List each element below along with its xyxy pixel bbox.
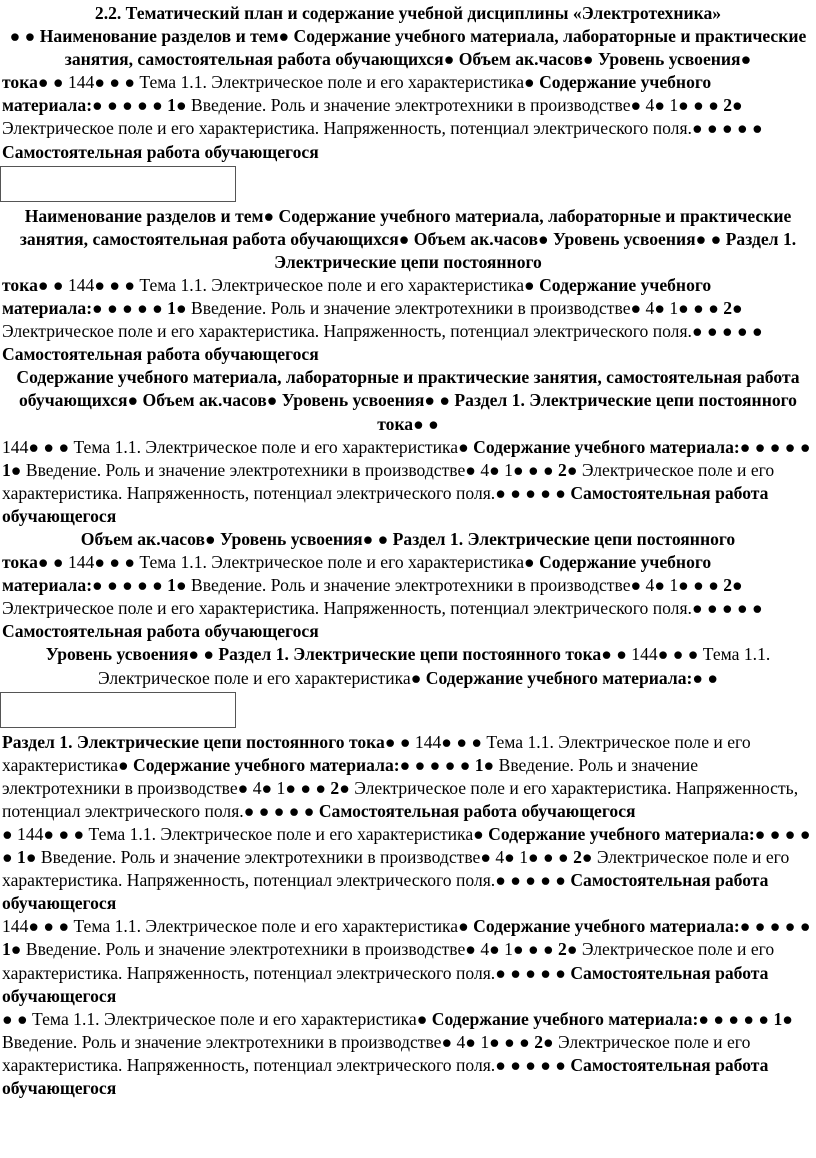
text-run: Электрическое поле и его характеристика. Напряженность, потенциал электрического поля.● ● ● ● ●	[2, 777, 799, 821]
text-run: ● 144● ● ● Тема 1.1. Электрическое поле и его характеристика●	[2, 824, 489, 844]
table-fragment	[0, 823, 816, 915]
text-run: Введение. Роль и значение электротехники в производстве● 4● 1● ● ●	[191, 575, 724, 596]
bold-run: 2●	[723, 95, 743, 116]
bold-run: Самостоятельная работа обучающегося	[2, 344, 319, 365]
bold-run: тока● ●	[2, 274, 68, 295]
table-header-row: Объем ак.часов● Уровень усвоения● ● Раздел 1. Электрические цепи постоянного	[80, 528, 736, 549]
text-run: 144● ● ● Тема 1.1. Электрическое поле и его характеристика●	[67, 552, 540, 573]
text-run: 144● ● ● Тема 1.1. Электрическое поле и его характеристика●	[67, 274, 540, 295]
bold-run: Содержание учебного материала:● ● ● ● ● 1●	[2, 274, 712, 319]
bold-run: Раздел 1. Электрические цепи постоянного тока● ●	[2, 731, 415, 752]
table-fragment	[0, 436, 816, 528]
bold-run: Самостоятельная работа обучающегося	[2, 962, 769, 1006]
bold-run: Самостоятельная работа обучающегося	[2, 621, 319, 642]
text-run: Электрическое поле и его характеристика. Напряженность, потенциал электрического поля.● ● ● ● ●	[2, 459, 775, 503]
document	[0, 2, 816, 1100]
table-header-row: ● ● Наименование разделов и тем● Содержание учебного материала, лабораторные и практические занятия, самостоятельная работа обучающихся● Объем ак.часов● Уровень усвоения●	[9, 26, 807, 70]
text-run: Введение. Роль и значение электротехники в производстве● 4● 1● ● ●	[25, 939, 559, 960]
bold-run: 2●	[330, 777, 355, 798]
text-run: 144● ● ● Тема 1.1. Электрическое поле и его характеристика●	[2, 916, 474, 937]
bold-run: Содержание учебного материала:● ●	[425, 667, 719, 688]
bold-run: Самостоятельная работа обучающегося	[2, 482, 769, 526]
table-fragment	[0, 1008, 816, 1100]
text-run: Введение. Роль и значение электротехники в производстве● 4● 1● ● ●	[191, 298, 724, 319]
text-run: 144● ● ● Тема 1.1. Электрическое поле и его характеристика●	[2, 436, 474, 457]
text-run: 144● ● ● Тема 1.1. Электрическое поле и его характеристика●	[97, 644, 771, 688]
bold-run: Содержание учебного материала:● ● ● ● ● 1●	[431, 1008, 793, 1029]
table-fragment	[0, 274, 816, 366]
bold-run: тока● ●	[2, 552, 68, 573]
text-run: Введение. Роль и значение электротехники в производстве● 4● 1● ● ●	[191, 95, 724, 116]
bold-run: Самостоятельная работа обучающегося	[318, 800, 636, 821]
bold-run: Содержание учебного материала:● ● ● ● ● 1●	[2, 72, 712, 116]
text-run: ● ● Тема 1.1. Электрическое поле и его характеристика●	[2, 1008, 432, 1029]
bold-run: 2●	[573, 847, 597, 868]
text-run: Введение. Роль и значение электротехники в производстве● 4● 1● ● ●	[40, 847, 574, 868]
table-header-row: Наименование разделов и тем● Содержание учебного материала, лабораторные и практические занятия, самостоятельная работа обучающихся● Объем ак.часов● Уровень усвоения● ● Раздел 1. Электрические цепи постоянного	[19, 205, 797, 272]
bold-run: Содержание учебного материала:● ● ● ● ● 1●	[133, 754, 499, 775]
text-run: Электрическое поле и его характеристика. Напряженность, потенциал электрического поля.● ● ● ● ●	[2, 847, 790, 891]
table-fragment	[0, 551, 816, 643]
text-run: Электрическое поле и его характеристика. Напряженность, потенциал электрического поля.● ● ● ● ●	[2, 118, 763, 139]
bold-run: 2●	[723, 575, 743, 596]
bold-run: Самостоятельная работа обучающегося	[2, 870, 769, 914]
empty-image-box	[0, 166, 236, 202]
bold-run: 2●	[534, 1031, 559, 1052]
text-run: Электрическое поле и его характеристика. Напряженность, потенциал электрического поля.● ● ● ● ●	[2, 598, 763, 619]
bold-run: Самостоятельная работа обучающегося	[2, 1054, 769, 1099]
text-run: Электрическое поле и его характеристика. Напряженность, потенциал электрического поля.● ● ● ● ●	[2, 321, 763, 342]
table-fragment	[0, 915, 816, 1007]
text-run: Введение. Роль и значение электротехники в производстве● 4● 1● ● ●	[2, 1031, 535, 1052]
bold-run: 2●	[558, 459, 582, 480]
bold-run: 2●	[558, 939, 582, 960]
bold-run: 2●	[723, 298, 743, 319]
text-run: 144● ● ● Тема 1.1. Электрическое поле и его характеристика●	[2, 731, 751, 775]
text-run: Введение. Роль и значение электротехники в производстве● 4● 1● ● ●	[25, 459, 559, 480]
document-title: 2.2. Тематический план и содержание учебной дисциплины «Электротехника»	[94, 3, 722, 23]
text-run: Электрическое поле и его характеристика. Напряженность, потенциал электрического поля.● ● ● ● ●	[2, 939, 775, 983]
empty-image-box	[0, 692, 236, 728]
bold-run: тока● ●	[2, 72, 68, 93]
bold-run: Содержание учебного материала:● ● ● ● ● 1●	[2, 916, 811, 960]
bold-run: Содержание учебного материала:● ● ● ● ● 1●	[2, 552, 712, 596]
text-run: Электрическое поле и его характеристика. Напряженность, потенциал электрического поля.● ● ● ● ●	[2, 1031, 751, 1075]
bold-run: Содержание учебного материала:● ● ● ● ● 1●	[2, 824, 811, 868]
bold-run: Содержание учебного материала:● ● ● ● ● 1●	[2, 436, 811, 480]
table-fragment	[0, 731, 816, 823]
text-run: 144● ● ● Тема 1.1. Электрическое поле и его характеристика●	[67, 72, 540, 93]
table-header-row: Содержание учебного материала, лабораторные и практические занятия, самостоятельная работа обучающихся● Объем ак.часов● Уровень усвоения● ● Раздел 1. Электрические цепи постоянного тока● ●	[16, 367, 800, 434]
text-run: Введение. Роль и значение электротехники в производстве● 4● 1● ● ●	[2, 754, 699, 798]
bold-run: Уровень усвоения● ● Раздел 1. Электрические цепи постоянного тока● ●	[45, 644, 632, 665]
table-fragment	[0, 643, 816, 689]
table-fragment	[0, 71, 816, 163]
bold-run: Самостоятельная работа обучающегося	[2, 141, 319, 162]
